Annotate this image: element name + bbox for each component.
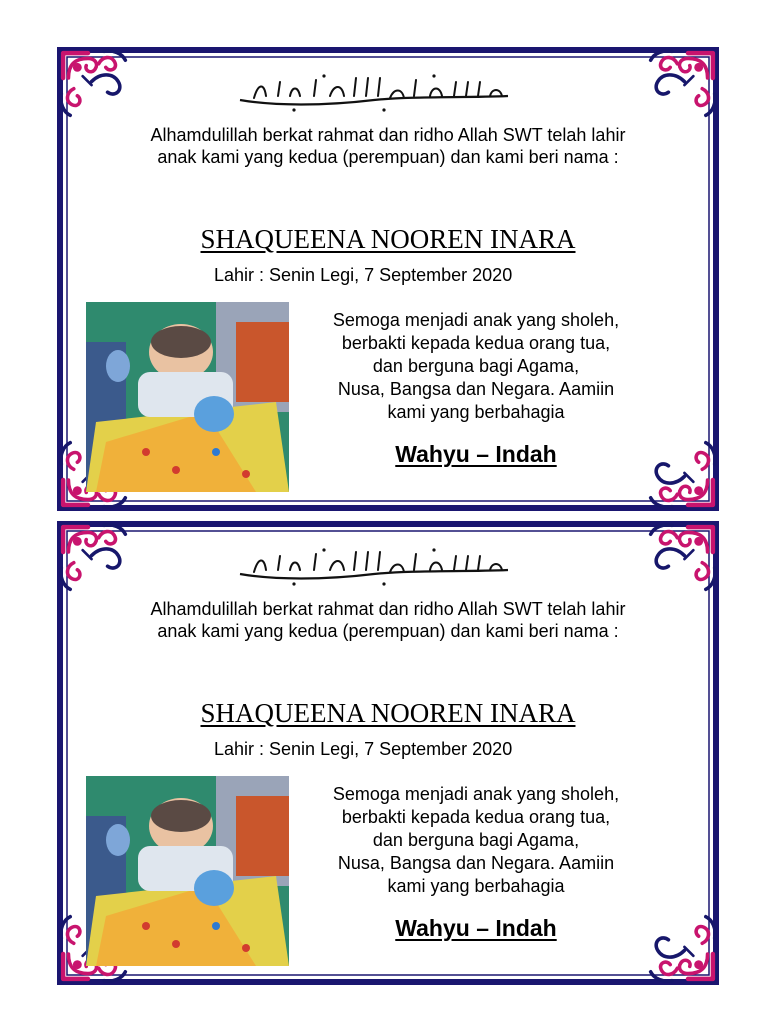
parents-names: Wahyu – Indah	[395, 915, 557, 941]
corner-ornament-icon	[61, 525, 125, 589]
baby-name: SHAQUEENA NOOREN INARA	[200, 698, 576, 728]
intro-line-2: anak kami yang kedua (perempuan) dan kami beri nama :	[157, 147, 619, 167]
wish-line: dan berguna bagi Agama,	[372, 356, 580, 376]
bismillah-calligraphy-icon	[234, 70, 514, 118]
wish-line: Nusa, Bangsa dan Negara. Aamiin	[337, 853, 615, 873]
parents-names: Wahyu – Indah	[395, 441, 557, 467]
newborn-baby-photo-icon	[86, 776, 289, 966]
bismillah-calligraphy-icon	[234, 544, 514, 592]
wish-line: Semoga menjadi anak yang sholeh,	[332, 310, 620, 330]
corner-ornament-icon	[651, 51, 715, 115]
wish-line: berbakti kepada kedua orang tua,	[341, 807, 611, 827]
corner-ornament-icon	[651, 917, 715, 981]
birth-info: Lahir : Senin Legi, 7 September 2020	[214, 739, 513, 759]
birth-info: Lahir : Senin Legi, 7 September 2020	[214, 265, 513, 285]
intro-line-1: Alhamdulillah berkat rahmat dan ridho Allah SWT telah lahir	[150, 599, 626, 619]
birth-announcement-card	[56, 46, 720, 512]
wish-line: dan berguna bagi Agama,	[372, 830, 580, 850]
intro-line-1: Alhamdulillah berkat rahmat dan ridho Allah SWT telah lahir	[150, 125, 626, 145]
intro-line-2: anak kami yang kedua (perempuan) dan kami beri nama :	[157, 621, 619, 641]
newborn-baby-photo-icon	[86, 302, 289, 492]
corner-ornament-icon	[61, 51, 125, 115]
wish-line: kami yang berbahagia	[387, 402, 565, 422]
wish-line: kami yang berbahagia	[387, 876, 565, 896]
birth-announcement-card	[56, 520, 720, 986]
wish-line: Nusa, Bangsa dan Negara. Aamiin	[337, 379, 615, 399]
wish-line: Semoga menjadi anak yang sholeh,	[332, 784, 620, 804]
corner-ornament-icon	[651, 443, 715, 507]
baby-name: SHAQUEENA NOOREN INARA	[200, 224, 576, 254]
wish-line: berbakti kepada kedua orang tua,	[341, 333, 611, 353]
corner-ornament-icon	[651, 525, 715, 589]
